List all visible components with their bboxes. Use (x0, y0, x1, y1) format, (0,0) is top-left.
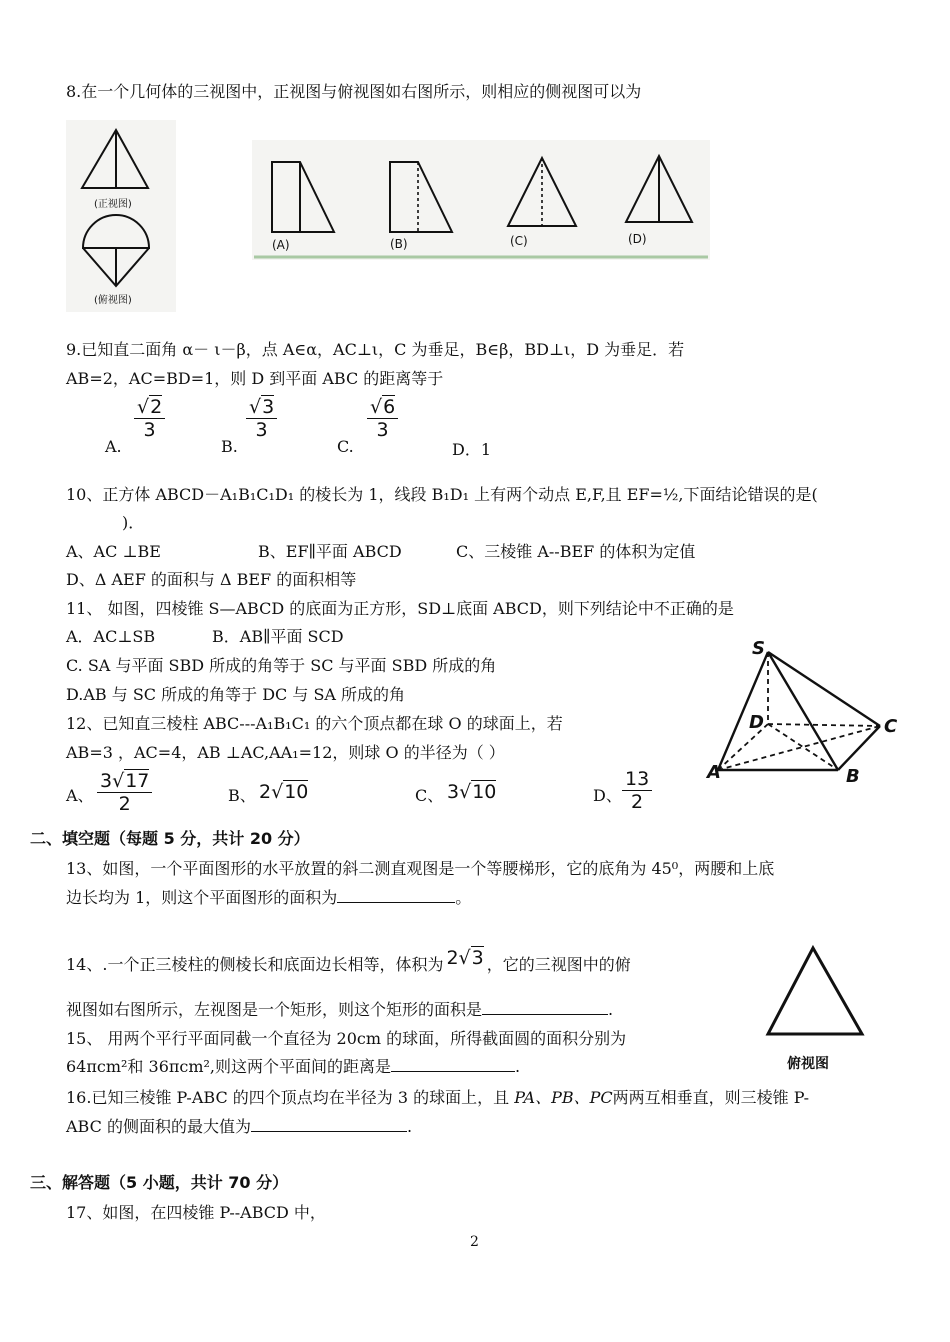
q11-option-b: B．AB∥平面 SCD (212, 627, 344, 646)
q17-text: 17、如图，在四棱锥 P--ABCD 中， (66, 1203, 326, 1222)
q9-option-c-fraction: $\frac{√6}{3}$ (367, 396, 398, 441)
option-c-label: (C) (510, 234, 528, 248)
q13-answer-blank[interactable] (337, 888, 455, 903)
q9-option-b-label: B. (221, 437, 238, 456)
q12-option-b-label: B、 (228, 786, 256, 805)
q9-option-a-fraction: $\frac{√2}{3}$ (134, 396, 165, 441)
q10-option-c: C、三棱锥 A--BEF 的体积为定值 (456, 542, 696, 561)
q12-option-d-label: D、 (593, 786, 622, 805)
top-view-caption: (俯视图) (94, 295, 132, 306)
q10-line1: 10、正方体 ABCD－A₁B₁C₁D₁ 的棱长为 1，线段 B₁D₁ 上有两个动点 E,F,且 EF=½,下面结论错误的是( (66, 485, 818, 504)
q9-option-d: D．1 (452, 440, 492, 459)
q13-line2: 边长均为 1，则这个平面图形的面积为 。 (66, 888, 472, 907)
q12-option-a-fraction: $\frac{3√17}{2}$ (97, 770, 152, 815)
q16-line1: 16.已知三棱锥 P-ABC 的四个顶点均在半径为 3 的球面上，且 PA、PB、PC两两互相垂直，则三棱锥 P- (66, 1088, 809, 1107)
q14-line1: 14、.一个正三棱柱的侧棱长和底面边长相等，体积为 2√3 ，它的三视图中的俯 (66, 947, 631, 974)
vertex-a-label: A (707, 762, 721, 783)
vertex-c-label: C (884, 716, 898, 737)
vertex-b-label: B (846, 766, 860, 787)
front-view-caption: (正视图) (94, 199, 132, 210)
vertex-d-label: D (749, 712, 764, 733)
q15-line1: 15、 用两个平行平面同截一个直径为 20cm 的球面，所得截面圆的面积分别为 (66, 1029, 627, 1048)
q16-answer-blank[interactable] (251, 1117, 407, 1132)
q8-front-top-view-drawing (66, 120, 176, 312)
option-a-label: (A) (272, 238, 290, 252)
q12-option-c-label: C、 (415, 786, 444, 805)
q14-answer-blank[interactable] (482, 1000, 608, 1015)
q8-text: 8.在一个几何体的三视图中，正视图与俯视图如右图所示，则相应的侧视图可以为 (66, 82, 642, 101)
q16-line2: ABC 的侧面积的最大值为 . (66, 1117, 413, 1136)
q12-option-c-value: 3√10 (447, 781, 497, 803)
q14-volume-value: 2√3 (446, 947, 484, 969)
q14-top-view-triangle (758, 940, 878, 1055)
q10-option-d: D、Δ AEF 的面积与 Δ BEF 的面积相等 (66, 570, 357, 589)
q12-option-d-fraction: $\frac{13}{2}$ (622, 768, 652, 813)
q11-option-d: D.AB 与 SC 所成的角等于 DC 与 SA 所成的角 (66, 685, 406, 704)
q11-pyramid-figure (700, 638, 910, 788)
q12-option-b-value: 2√10 (259, 781, 309, 803)
q15-line2: 64πcm²和 36πcm²,则这两个平面间的距离是 . (66, 1057, 521, 1076)
section-3-title: 三、解答题（5 小题，共计 70 分） (30, 1173, 289, 1192)
q12-line2: AB=3 ，AC=4，AB ⊥AC,AA₁=12，则球 O 的半径为（ ） (66, 743, 505, 762)
q12-option-a-label: A、 (66, 786, 94, 805)
q14-line2: 视图如右图所示，左视图是一个矩形，则这个矩形的面积是 . (66, 1000, 614, 1019)
q9-line1: 9.已知直二面角 α－ ι－β，点 A∈α，AC⊥ι，C 为垂足，B∈β，BD⊥ι，D 为垂足．若 (66, 340, 685, 359)
option-d-label: (D) (628, 232, 647, 246)
q9-option-b-fraction: $\frac{√3}{3}$ (246, 396, 277, 441)
q11-option-c: C. SA 与平面 SBD 所成的角等于 SC 与平面 SBD 所成的角 (66, 656, 497, 675)
q13-line1: 13、如图，一个平面图形的水平放置的斜二测直观图是一个等腰梯形，它的底角为 45⁰，两腰和上底 (66, 859, 775, 878)
q10-option-b: B、EF∥平面 ABCD (258, 542, 402, 561)
q11-option-a: A．AC⊥SB (66, 627, 156, 646)
q9-option-a-label: A. (105, 437, 122, 456)
page-number: 2 (470, 1234, 479, 1250)
q11-line1: 11、 如图，四棱锥 S—ABCD 的底面为正方形，SD⊥底面 ABCD，则下列结论中不正确的是 (66, 599, 734, 618)
q9-line2: AB=2，AC=BD=1，则 D 到平面 ABC 的距离等于 (66, 369, 444, 388)
q9-option-c-label: C. (337, 437, 354, 456)
vertex-s-label: S (752, 638, 765, 659)
q12-line1: 12、已知直三棱柱 ABC---A₁B₁C₁ 的六个顶点都在球 O 的球面上，若 (66, 714, 563, 733)
option-b-label: (B) (390, 237, 408, 251)
section-2-title: 二、填空题（每题 5 分，共计 20 分） (30, 829, 310, 848)
q10-line2: )． (122, 513, 145, 532)
q15-answer-blank[interactable] (391, 1057, 515, 1072)
q14-figure-caption: 俯视图 (787, 1056, 829, 1072)
q10-option-a: A、AC ⊥BE (66, 542, 161, 561)
